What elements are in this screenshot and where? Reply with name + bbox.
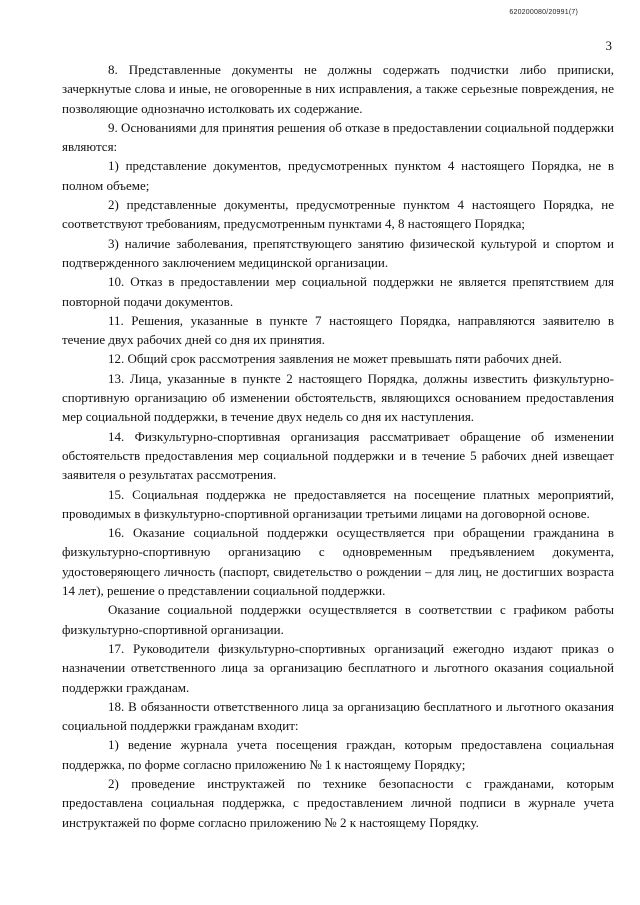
paragraph: 17. Руководители физкультурно-спортивных организаций ежегодно издают приказ о назначении ответственного лица за организацию бесплатного и льготного оказания социальной поддержки гражданам. xyxy=(62,640,614,695)
paragraph: 14. Физкультурно-спортивная организация рассматривает обращение об изменении обстоятельств предоставления мер социальной поддержки и в течение 5 рабочих дней извещает заявителя о результатах рассмотрения. xyxy=(62,428,614,483)
paragraph: 15. Социальная поддержка не предоставляется на посещение платных мероприятий, проводимых в физкультурно-спортивной организации третьими лицами на договорной основе. xyxy=(62,486,614,521)
paragraph: 13. Лица, указанные в пункте 2 настоящего Порядка, должны известить физкультурно-спортивную организацию об изменении обстоятельств, являющихся основанием предоставления мер социальной поддержки, в течение двух недель со дня их наступления. xyxy=(62,370,614,425)
paragraph: 1) ведение журнала учета посещения граждан, которым предоставлена социальная поддержка, по форме согласно приложению № 1 к настоящему Порядку; xyxy=(62,737,614,772)
paragraph: 8. Представленные документы не должны содержать подчистки либо приписки, зачеркнутые слова и иные, не оговоренные в них исправления, а также серьезные повреждения, не позволяющие однозначно истолковать их содержание. xyxy=(62,62,614,116)
paragraph: 2) представленные документы, предусмотренные пунктом 4 настоящего Порядка, не соответствуют требованиям, предусмотренным пунктами 4, 8 настоящего Порядка; xyxy=(62,197,614,232)
document-id: 620200080/20991(7) xyxy=(509,9,578,16)
paragraph: 3) наличие заболевания, препятствующего занятию физической культурой и спортом и подтвержденного заключением медицинской организации. xyxy=(62,235,614,270)
paragraph: 2) проведение инструктажей по технике безопасности с гражданами, которым предоставлена социальная поддержка, с предоставлением личной подписи в журнале учета инструктажей по форме согласно приложению № 2 к настоящему Порядку. xyxy=(62,775,614,830)
document-body xyxy=(62,60,614,832)
paragraph: 10. Отказ в предоставлении мер социальной поддержки не является препятствием для повторной подачи документов. xyxy=(62,274,614,309)
page-number: 3 xyxy=(605,38,612,53)
paragraph: 9. Основаниями для принятия решения об отказе в предоставлении социальной поддержки являются: xyxy=(62,119,614,155)
paragraph: 18. В обязанности ответственного лица за организацию бесплатного и льготного оказания социальной поддержки гражданам входит: xyxy=(62,698,614,734)
paragraph: 16. Оказание социальной поддержки осуществляется при обращении гражданина в физкультурно-спортивную организацию с одновременным предъявлением документа, удостоверяющего личность (паспорт, свидетельство о рождении – для лиц, не достигших возраста 14 лет), решение о представлении социальной поддержки. xyxy=(62,525,614,599)
paragraph: 1) представление документов, предусмотренных пунктом 4 настоящего Порядка, не в полном объеме; xyxy=(62,158,614,193)
paragraph: 12. Общий срок рассмотрения заявления не может превышать пяти рабочих дней. xyxy=(108,351,562,367)
paragraph: 11. Решения, указанные в пункте 7 настоящего Порядка, направляются заявителю в течение двух рабочих дней со дня их принятия. xyxy=(62,312,614,348)
paragraph: Оказание социальной поддержки осуществляется в соответствии с графиком работы физкультурно-спортивной организации. xyxy=(62,602,614,637)
